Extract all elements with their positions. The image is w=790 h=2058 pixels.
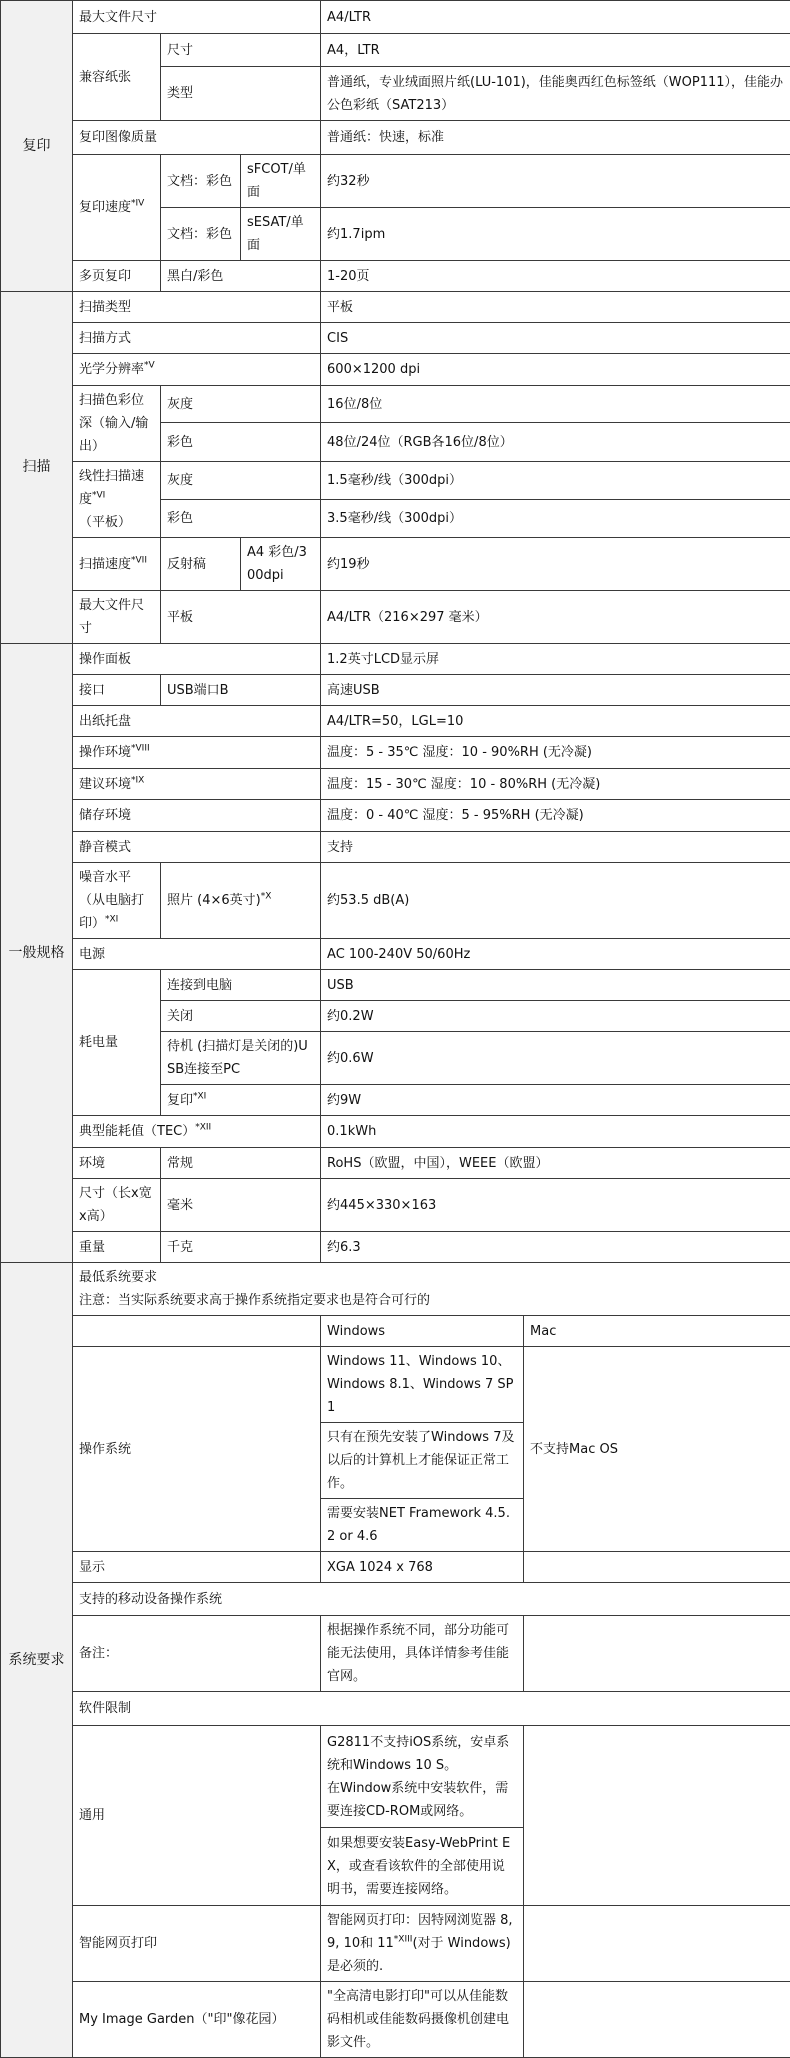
line-speed-gray-value: 1.5毫秒/线（300dpi）	[321, 462, 790, 500]
depth-color-value: 48位/24位（RGB各16位/8位）	[321, 423, 790, 462]
scan-method-value: CIS	[321, 323, 790, 354]
consumption-off-value: 约0.2W	[321, 1001, 790, 1032]
line-speed-color-value: 3.5毫秒/线（300dpi）	[321, 500, 790, 538]
tec-label: 典型能耗值（TEC）$^{*XII}$	[73, 1116, 321, 1148]
line-speed-color-label: 彩色	[161, 500, 321, 538]
depth-gray-label: 灰度	[161, 386, 321, 423]
garden-label: My Image Garden（"印"像花园）	[73, 1982, 321, 2058]
section-copy: 复印	[1, 1, 73, 292]
remark-value: 根据操作系统不同，部分功能可能无法使用，具体详情参考佳能官网。	[321, 1616, 524, 1692]
rec-env-value: 温度：15 - 30℃ 湿度：10 - 80%RH (无冷凝)	[321, 769, 790, 800]
interface-value: 高速USB	[321, 675, 790, 706]
copy-speed-value-1: 约32秒	[321, 155, 790, 208]
panel-label: 操作面板	[73, 644, 321, 675]
multi-copy-sub: 黑白/彩色	[161, 261, 321, 292]
quiet-mode-value: 支持	[321, 832, 790, 863]
weight-label: 重量	[73, 1232, 161, 1263]
power-value: AC 100-240V 50/60Hz	[321, 939, 790, 970]
display-label: 显示	[73, 1552, 321, 1583]
general-value-2: 如果想要安装Easy-WebPrint EX，或查看该软件的全部使用说明书，需要连接网络。	[321, 1828, 524, 1906]
copy-speed-value-2: 约1.7ipm	[321, 208, 790, 261]
scan-speed-sub: 反射稿	[161, 538, 241, 591]
copy-speed-std-2: sESAT/单面	[241, 208, 321, 261]
section-system: 系统要求	[1, 1263, 73, 2058]
scan-type-label: 扫描类型	[73, 292, 321, 323]
resolution-value: 600×1200 dpi	[321, 354, 790, 386]
dimensions-value: 约445×330×163	[321, 1179, 790, 1232]
copy-max-size-value: A4/LTR	[321, 1, 790, 34]
depth-gray-value: 16位/8位	[321, 386, 790, 423]
weight-sub: 千克	[161, 1232, 321, 1263]
tray-value: A4/LTR=50，LGL=10	[321, 706, 790, 737]
scan-speed-value: 约19秒	[321, 538, 790, 591]
paper-type-label: 类型	[161, 67, 321, 121]
line-speed-label: 线性扫描速度$^{*VI}$ （平板）	[73, 462, 161, 538]
dimensions-sub: 毫米	[161, 1179, 321, 1232]
web-print-value: 智能网页打印：因特网浏览器 8, 9, 10和 $11^{*XIII}$(对于 Windows) 是必须的.	[321, 1906, 524, 1982]
remark-mac	[524, 1616, 790, 1692]
paper-size-label: 尺寸	[161, 34, 321, 67]
copy-quality-value: 普通纸：快速，标准	[321, 121, 790, 155]
mobile-os-heading: 支持的移动设备操作系统	[73, 1583, 790, 1616]
scan-max-size-sub: 平板	[161, 591, 321, 644]
depth-label: 扫描色彩位深（输入/输出）	[73, 386, 161, 462]
weight-value: 约6.3	[321, 1232, 790, 1263]
section-general: 一般规格	[1, 644, 73, 1263]
min-requirements: 最低系统要求 注意：当实际系统要求高于操作系统指定要求也是符合可行的	[73, 1263, 790, 1316]
copy-speed-doc-2: 文档：彩色	[161, 208, 241, 261]
section-scan: 扫描	[1, 292, 73, 644]
scan-max-size-value: A4/LTR（216×297 毫米）	[321, 591, 790, 644]
web-print-mac	[524, 1906, 790, 1982]
storage-env-value: 温度：0 - 40℃ 湿度：5 - 95%RH (无冷凝)	[321, 800, 790, 832]
general-mac	[524, 1726, 790, 1906]
dimensions-label: 尺寸（长x宽x高）	[73, 1179, 161, 1232]
consumption-off-label: 关闭	[161, 1001, 321, 1032]
environment-value: RoHS（欧盟，中国），WEEE（欧盟）	[321, 1148, 790, 1179]
copy-quality-label: 复印图像质量	[73, 121, 321, 155]
tec-value: 0.1kWh	[321, 1116, 790, 1148]
noise-value: 约53.5 dB(A)	[321, 863, 790, 939]
garden-value: "全高清电影打印"可以从佳能数码相机或佳能数码摄像机创建电影文件。	[321, 1982, 524, 2058]
scan-speed-label: 扫描速度$^{*VII}$	[73, 538, 161, 591]
scan-speed-mode: A4 彩色/300dpi	[241, 538, 321, 591]
os-windows-note: 只有在预先安装了Windows 7及以后的计算机上才能保证正常工作。	[321, 1423, 524, 1499]
scan-type-value: 平板	[321, 292, 790, 323]
general-label: 通用	[73, 1726, 321, 1906]
col-mac: Mac	[524, 1316, 790, 1347]
line-speed-gray-label: 灰度	[161, 462, 321, 500]
os-windows-versions: Windows 11、Windows 10、Windows 8.1、Windows 7 SP1	[321, 1347, 524, 1423]
resolution-label: 光学分辨率$^{*V}$	[73, 354, 321, 386]
consumption-label: 耗电量	[73, 970, 161, 1116]
copy-max-size-label: 最大文件尺寸	[73, 1, 321, 34]
consumption-standby-value: 约0.6W	[321, 1032, 790, 1085]
paper-size-value: A4，LTR	[321, 34, 790, 67]
storage-env-label: 储存环境	[73, 800, 321, 832]
power-label: 电源	[73, 939, 321, 970]
consumption-standby-label: 待机 (扫描灯是关闭的)USB连接至PC	[161, 1032, 321, 1085]
multi-copy-value: 1-20页	[321, 261, 790, 292]
op-env-value: 温度：5 - 35℃ 湿度：10 - 90%RH (无冷凝)	[321, 737, 790, 769]
consumption-copy-label: 复印$^{*XI}$	[161, 1085, 321, 1116]
noise-label: 噪音水平（从电脑打印）$^{*XI}$	[73, 863, 161, 939]
noise-sub: 照片 (4×6英寸)$^{*X}$	[161, 863, 321, 939]
interface-label: 接口	[73, 675, 161, 706]
os-label: 操作系统	[73, 1347, 321, 1552]
paper-type-value: 普通纸，专业绒面照片纸(LU-101)，佳能奥西红色标签纸（WOP111），佳能办公色彩纸（SAT213）	[321, 67, 790, 121]
display-mac	[524, 1552, 790, 1583]
paper-label: 兼容纸张	[73, 34, 161, 121]
panel-value: 1.2英寸LCD显示屏	[321, 644, 790, 675]
scan-max-size-label: 最大文件尺寸	[73, 591, 161, 644]
web-print-label: 智能网页打印	[73, 1906, 321, 1982]
col-windows: Windows	[321, 1316, 524, 1347]
general-value-1: G2811不支持iOS系统，安卓系统和Windows 10 S。 在Window系统中安装软件，需要连接CD-ROM或网络。	[321, 1726, 524, 1828]
os-header-blank	[73, 1316, 321, 1347]
software-limits-heading: 软件限制	[73, 1692, 790, 1726]
rec-env-label: 建议环境$^{*IX}$	[73, 769, 321, 800]
consumption-pc-value: USB	[321, 970, 790, 1001]
garden-mac	[524, 1982, 790, 2058]
copy-speed-label: 复印速度$^{*IV}$	[73, 155, 161, 261]
consumption-pc-label: 连接到电脑	[161, 970, 321, 1001]
display-value: XGA 1024 x 768	[321, 1552, 524, 1583]
scan-method-label: 扫描方式	[73, 323, 321, 354]
depth-color-label: 彩色	[161, 423, 321, 462]
multi-copy-label: 多页复印	[73, 261, 161, 292]
op-env-label: 操作环境$^{*VIII}$	[73, 737, 321, 769]
interface-sub: USB端口B	[161, 675, 321, 706]
tray-label: 出纸托盘	[73, 706, 321, 737]
quiet-mode-label: 静音模式	[73, 832, 321, 863]
os-mac-value: 不支持Mac OS	[524, 1347, 790, 1552]
remark-label: 备注：	[73, 1616, 321, 1692]
consumption-copy-value: 约9W	[321, 1085, 790, 1116]
environment-label: 环境	[73, 1148, 161, 1179]
copy-speed-std-1: sFCOT/单面	[241, 155, 321, 208]
copy-speed-doc-1: 文档：彩色	[161, 155, 241, 208]
environment-sub: 常规	[161, 1148, 321, 1179]
os-windows-netframework: 需要安装NET Framework 4.5.2 or 4.6	[321, 1499, 524, 1552]
